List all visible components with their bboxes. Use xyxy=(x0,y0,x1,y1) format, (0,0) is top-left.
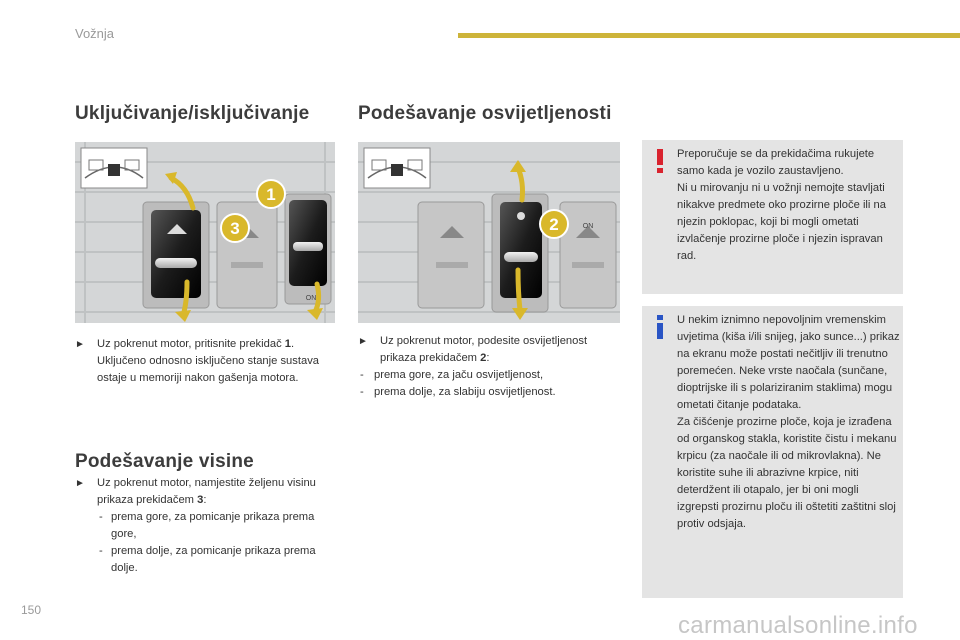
callout-badge-3 xyxy=(221,214,249,242)
on-label: ON xyxy=(305,295,317,302)
svg-text:2: 2 xyxy=(549,215,559,234)
header-accent-bar xyxy=(458,33,960,38)
triangle-bullet-icon: ► xyxy=(75,478,85,489)
on-label: ON xyxy=(582,223,594,230)
info-line: Za čišćenje prozirne ploče, koja je izrađena od organskog stakla, koristite čistu i mekanu krpicu (za naočale ili od mikrovlakna). Ne koristite suhe ili abrazivne krpice, niti deterdžent ili otapalo, jer bi oni mogli izgrepsti prozirnu ploču ili oštetiti zaštitni sloj protiv odsjaja. xyxy=(677,416,897,530)
height-intro: Uz pokrenut motor, namjestite željenu visinu prikaza prekidačem 3: xyxy=(97,477,316,506)
info-note xyxy=(642,306,903,598)
callout-badge-1 xyxy=(257,180,285,208)
brightness-instructions xyxy=(358,333,620,401)
section-title-brightness: Podešavanje osvijetljenosti xyxy=(358,103,612,124)
watermark: carmanualsonline.info xyxy=(678,612,918,639)
page-number: 150 xyxy=(21,603,42,617)
exclamation-icon xyxy=(650,148,670,174)
height-instructions xyxy=(75,475,340,577)
section-title-height: Podešavanje visine xyxy=(75,451,254,472)
svg-text:3: 3 xyxy=(230,219,240,238)
switch-figure-brightness xyxy=(358,142,620,323)
warning-line: Ni u mirovanju ni u vožnji nemojte stavljati nikakve predmete oko prozirne ploče ili na njezin poklopac, koji bi mogli ometati izvlačenje prozirne ploče i njezin ispravan rad. xyxy=(677,182,886,262)
warning-note xyxy=(642,140,903,294)
section-title-onoff: Uključivanje/isključivanje xyxy=(75,103,310,124)
triangle-bullet-icon: ► xyxy=(75,339,85,350)
switch-bank xyxy=(143,194,331,308)
brightness-intro: Uz pokrenut motor, podesite osvijetljenost prikaza prekidačem 2: xyxy=(380,335,588,364)
triangle-bullet-icon: ► xyxy=(358,336,368,347)
list-item: - prema dolje, za pomicanje prikaza prema dolje. xyxy=(99,545,316,574)
dashboard-inset-icon xyxy=(81,148,147,188)
info-icon xyxy=(650,314,670,340)
section-header: Vožnja xyxy=(75,26,115,41)
list-item: - prema dolje, za slabiju osvijetljenost. xyxy=(360,386,556,398)
info-line: U nekim iznimno nepovoljnim vremenskim uvjetima (kiša i/ili snijeg, jako sunce...) prikaz na ekranu može postati nečitljiv ili trenutno poremećen. Neke vrste naočala (sunčane, dioptrijske ili s polariziranim staklima) mogu ometati čitanje podataka. xyxy=(677,314,900,411)
switch-illustration-brightness xyxy=(358,142,620,323)
list-item: - prema gore, za jaču osvijetljenost, xyxy=(360,369,544,381)
list-item: - prema gore, za pomicanje prikaza prema gore, xyxy=(99,511,315,540)
onoff-instructions xyxy=(75,336,340,387)
dashboard-inset-icon xyxy=(364,148,430,188)
svg-text:1: 1 xyxy=(266,185,276,204)
onoff-text: Uz pokrenut motor, pritisnite prekidač 1. Uključeno odnosno isključeno stanje sustava ostaje u memoriji nakon gašenja motora. xyxy=(97,338,320,384)
switch-figure-onoff xyxy=(75,142,335,323)
callout-badge-2 xyxy=(540,210,568,238)
switch-illustration xyxy=(75,142,335,323)
warning-line: Preporučuje se da prekidačima rukujete samo kada je vozilo zaustavljeno. xyxy=(677,148,875,177)
